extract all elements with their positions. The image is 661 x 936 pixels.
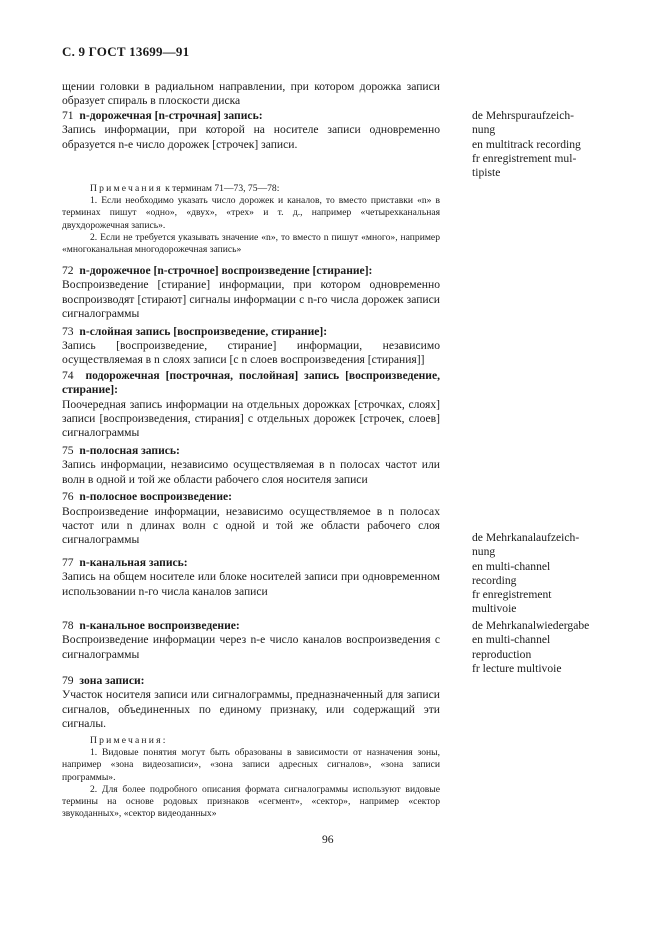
term-73-title: 73 n-слойная запись [воспроизведение, стирание]: [62, 324, 328, 338]
translation-line: de Mehrkanalaufzeich- [472, 531, 580, 544]
term-name: n-дорожечная [n-строчная] запись: [79, 108, 263, 122]
document-header: С. 9 ГОСТ 13699—91 [62, 44, 190, 59]
translation-line: de Mehrspuraufzeich- [472, 109, 575, 122]
intro-block [62, 80, 440, 152]
term-79-title: 79 зона записи: [62, 674, 145, 687]
intro-text: щении головки в радиальном направлении, при котором дорожка записи образует спираль в плоскости диска [62, 80, 440, 108]
translation-line: nung [472, 545, 496, 559]
term-77-title: 77 n-канальная запись: [62, 555, 188, 569]
term-75-title: 75 n-полосная запись: [62, 443, 180, 457]
translations-77 [472, 531, 622, 617]
translations-78 [472, 619, 622, 676]
note-item: 2. Для более подробного описания формата сигналограммы используют видовые термины на основе родовых признаков «сегмент», «сектор», например «сектор звукоданных», «сектор видеоданных» [62, 783, 440, 820]
translation-line: fr lecture multivoie [472, 661, 562, 675]
translation-line: fr enregistrement mul- [472, 151, 577, 165]
translation-line: en multi-channel [472, 559, 551, 573]
translation-line: en multi-channel [472, 633, 551, 647]
note-item: 1. Если необходимо указать число дорожек и каналов, то вместо приставки «n» в терминах пишут «одно», «двух», «трех» и т. д., например «четырехканальная двухдорожечная запись». [62, 195, 440, 231]
term-78-title: 78 n-канальное воспроизведение: [62, 619, 240, 632]
page-number: 96 [322, 833, 334, 846]
translation-line: en multitrack recording [472, 137, 581, 151]
term-72-definition: Воспроизведение [стирание] информации, при котором одновременно воспроизводят [стирают] сигналы информации с n-го числа дорожек записи сигналограммы [62, 278, 440, 321]
term-79-block [62, 674, 440, 732]
term-71-title [62, 109, 440, 123]
note-item: 2. Если не требуется указывать значение «n», то вместо n пишут «много», например «многоканальная многодорожечная запись» [62, 231, 440, 256]
translation-line: recording [472, 573, 517, 587]
note-block-2 [62, 735, 440, 820]
term-76-definition: Воспроизведение информации, независимо осуществляемое в n полосах частот или n длинах волн с одной и той же области рабочего слоя сигналограммы [62, 504, 440, 547]
term-75-definition: Запись информации, независимо осуществляемая в n полосах частот или волн в одной и той же области рабочего слоя носителя записи [62, 458, 440, 486]
translation-line: de Mehrkanalwiedergabe [472, 619, 590, 632]
translation-line: tipiste [472, 166, 501, 180]
term-78-block [62, 619, 440, 662]
term-71-definition: Запись информации, при которой на носителе записи одновременно образуется n-е число дорожек [строчек] записи. [62, 123, 440, 151]
term-number: 71 [62, 108, 74, 122]
note-block-1 [62, 183, 440, 256]
note-heading: Примечания к терминам 71—73, 75—78: [90, 183, 280, 194]
term-77-definition: Запись на общем носителе или блоке носителей записи при одновременном использовании n-го числа каналов записи [62, 570, 440, 598]
terms-72-77 [62, 264, 440, 599]
translation-line: nung [472, 123, 496, 137]
term-74-title: 74 подорожечная [построчная, послойная] запись [воспроизведение, стирание]: [62, 368, 440, 397]
term-76-title: 76 n-полосное воспроизведение: [62, 490, 233, 504]
term-72-title: 72 n-дорожечное [n-строчное] воспроизведение [стирание]: [62, 264, 373, 277]
note-heading: Примечания: [90, 735, 168, 746]
translation-line: multivoie [472, 602, 517, 616]
term-79-definition: Участок носителя записи или сигналограммы, предназначенный для записи сигналов, объединенных по единому признаку, или содержащий эти сигналы. [62, 688, 440, 731]
translation-line: fr enregistrement [472, 588, 552, 602]
translations-71 [472, 109, 622, 180]
term-73-definition: Запись [воспроизведение, стирание] информации, независимо осуществляемая в n слоях записи [с n слоев воспроизведения [стирания]] [62, 339, 440, 367]
translation-line: reproduction [472, 647, 532, 661]
note-item: 1. Видовые понятия могут быть образованы в зависимости от назначения зоны, например «зона видеозаписи», «зона записи адресных сигналов», «зона записи программы». [62, 747, 440, 783]
term-74-definition: Поочередная запись информации на отдельных дорожках [строчках, слоях] записи [воспроизведения, стирания] с отдельных дорожек [строчек, слоев] сигналограммы [62, 397, 440, 440]
term-78-definition: Воспроизведение информации через n-е число каналов воспроизведения с сигналограммы [62, 633, 440, 661]
